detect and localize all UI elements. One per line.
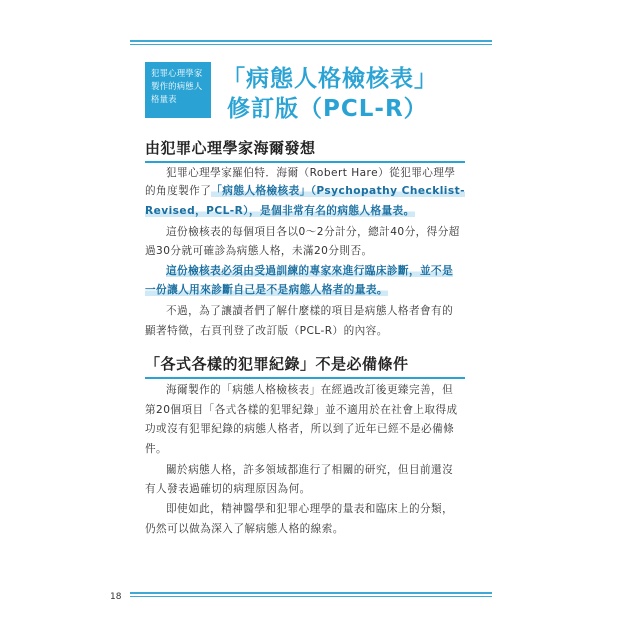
paragraph-line: 過30分就可確診為病態人格，未滿20分則否。 xyxy=(145,245,373,257)
paragraph-line: 即使如此，精神醫學和犯罪心理學的量表和臨床上的分類， xyxy=(166,503,454,515)
paragraph-line xyxy=(145,283,388,297)
paragraph-line: 海爾製作的「病態人格檢核表」在經過改訂後更臻完善，但 xyxy=(166,384,454,396)
top-rule xyxy=(130,40,492,42)
highlighted-text: 「病態人格檢核表」（Psychopathy Checklist- xyxy=(211,185,465,197)
paragraph-line xyxy=(166,264,453,278)
section-label-box: 犯罪心理學家製作的病態人格量表 xyxy=(145,62,211,118)
page-title: 「病態人格檢核表」 xyxy=(222,66,438,92)
paragraph-line xyxy=(145,184,465,198)
bottom-rule xyxy=(130,592,492,594)
paragraph-line: 不過，為了讓讀者們了解什麼樣的項目是病態人格者會有的 xyxy=(166,305,454,317)
highlighted-text: 一份讓人用來診斷自己是不是病態人格者的量表。 xyxy=(145,284,388,296)
heading-underline xyxy=(145,377,465,379)
paragraph-line: 這份檢核表的每個項目各以0～2分計分，總計40分，得分超 xyxy=(166,226,460,238)
paragraph-line: 仍然可以做為深入了解病態人格的線索。 xyxy=(145,523,344,535)
section-heading xyxy=(145,137,316,158)
page-subtitle: 修訂版（PCL-R） xyxy=(227,96,428,122)
paragraph-line: 犯罪心理學家羅伯特．海爾（Robert Hare）從犯罪心理學 xyxy=(166,167,456,179)
highlighted-text: 這份檢核表必須由受過訓練的專家來進行臨床診斷，並不是 xyxy=(166,265,454,277)
paragraph-line: 功或沒有犯罪紀錄的病態人格者，所以到了近年已經不是必備條 xyxy=(145,423,455,435)
paragraph-line: 顯著特徵，右頁刊登了改訂版（PCL-R）的內容。 xyxy=(145,325,388,337)
paragraph-line: 關於病態人格，許多領域都進行了相關的研究，但目前還沒 xyxy=(166,464,454,476)
section-heading xyxy=(145,353,409,374)
paragraph-text: 的角度製作了 xyxy=(145,185,212,197)
paragraph-line: 件。 xyxy=(145,443,168,455)
paragraph-line: 第20個項目「各式各樣的犯罪紀錄」並不適用於在社會上取得成 xyxy=(145,404,458,416)
section-heading-text: 由犯罪心理學家海爾發想 xyxy=(145,139,316,157)
heading-underline xyxy=(145,161,465,163)
paragraph-line xyxy=(145,204,415,218)
highlighted-text: Revised，PCL-R），是個非常有名的病態人格量表。 xyxy=(145,205,415,217)
page-number: 18 xyxy=(110,592,122,602)
paragraph-line: 有人發表過確切的病理原因為何。 xyxy=(145,483,311,495)
section-heading-text: 「各式各樣的犯罪紀錄」不是必備條件 xyxy=(145,355,409,373)
